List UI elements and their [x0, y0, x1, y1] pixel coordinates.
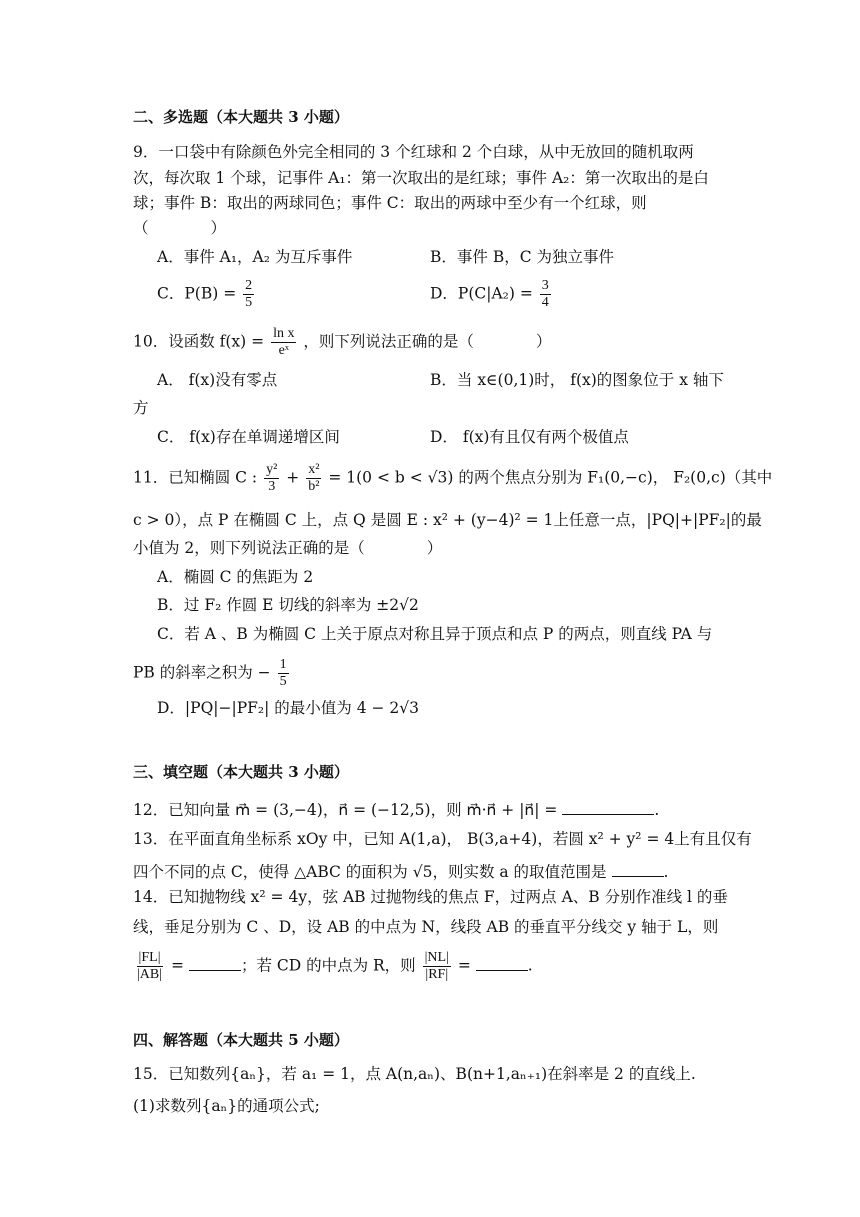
q11-option-c-continued — [133, 657, 291, 690]
q11-line-1-suffix: = 1(0 < b < √3) 的两个焦点分别为 F₁(0,−c)， F₂(0,c)（其中 — [328, 468, 773, 487]
q9-answer-paren: （ ） — [133, 219, 227, 237]
fraction-denominator: 4 — [541, 295, 549, 310]
q9-option-c — [157, 278, 256, 311]
q14-line-1: 14．已知抛物线 x² = 4y，弦 AB 过抛物线的焦点 F，过两点 A、B 分别作准线 l 的垂 — [133, 888, 728, 906]
q13-line-2-text: 四个不同的点 C，使得 △ABC 的面积为 √5，则实数 a 的取值范围是 — [133, 863, 607, 881]
q14-answer-blank-1[interactable] — [189, 954, 241, 971]
q14-line-3 — [133, 950, 533, 983]
q14-fraction-nl-rf — [423, 950, 451, 983]
fraction-denominator: eˣ — [278, 343, 289, 358]
q12-period: . — [654, 801, 660, 819]
fraction-denominator: |RF| — [425, 967, 449, 982]
fraction-numerator: |NL| — [424, 950, 449, 965]
q15-part-1: (1)求数列{aₙ}的通项公式; — [133, 1097, 320, 1115]
plus-sign: + — [286, 468, 300, 487]
fraction-numerator: x² — [308, 462, 320, 477]
equals-sign: = — [457, 956, 471, 975]
fraction-numerator: 3 — [541, 278, 549, 293]
section-heading-multiple-choice: 二、多选题（本大题共 3 小题） — [133, 108, 349, 126]
fraction-numerator: 1 — [279, 657, 287, 672]
q9-option-c-text: C．P(B) = — [157, 284, 237, 303]
q11-option-c-fraction — [278, 657, 289, 690]
q11-option-b: B．过 F₂ 作圆 E 切线的斜率为 ±2√2 — [157, 596, 419, 614]
q11-line-3: 小值为 2，则下列说法正确的是（ ） — [133, 539, 443, 557]
q9-option-a: A．事件 A₁，A₂ 为互斥事件 — [157, 248, 353, 266]
fraction-denominator: b² — [308, 479, 320, 494]
fraction-numerator: 2 — [245, 278, 253, 293]
q13-answer-blank[interactable] — [612, 860, 664, 877]
equals-sign: = — [171, 956, 184, 975]
q9-line-2: 次，每次取 1 个球，记事件 A₁：第一次取出的是红球；事件 A₂：第一次取出的是白 — [133, 169, 709, 187]
q9-option-c-fraction — [243, 278, 254, 311]
section-heading-fill-in: 三、填空题（本大题共 3 小题） — [133, 763, 349, 781]
q14-fraction-fl-ab — [135, 950, 164, 983]
fraction-denominator: 3 — [268, 479, 276, 494]
q10-option-b-continued: 方 — [133, 399, 149, 417]
q13-line-2 — [133, 860, 668, 882]
q9-option-b: B．事件 B，C 为独立事件 — [430, 248, 614, 266]
q11-ellipse-fraction-1 — [264, 462, 279, 495]
q14-answer-blank-2[interactable] — [476, 954, 528, 971]
q9-option-d — [430, 278, 553, 311]
q10-stem-prefix: 10．设函数 f(x) = — [133, 332, 265, 351]
q10-option-a: A． f(x)没有零点 — [157, 371, 278, 389]
q10-stem-suffix: ，则下列说法正确的是（ ） — [303, 332, 552, 351]
q14-line-2: 线，垂足分别为 C 、D，设 AB 的中点为 N，线段 AB 的垂直平分线交 y 轴于 L，则 — [133, 918, 719, 936]
q11-ellipse-fraction-2 — [306, 462, 321, 495]
q10-option-b: B．当 x∈(0,1)时， f(x)的图象位于 x 轴下 — [430, 371, 724, 389]
q14-period: . — [527, 956, 533, 975]
q13-period: . — [663, 863, 669, 881]
section-heading-solutions: 四、解答题（本大题共 5 小题） — [133, 1031, 349, 1049]
q9-option-d-fraction — [540, 278, 551, 311]
q13-line-1: 13．在平面直角坐标系 xOy 中，已知 A(1,a)， B(3,a+4)，若圆 x² + y² = 4上有且仅有 — [133, 830, 752, 848]
q14-middle-text: ；若 CD 的中点为 R，则 — [240, 956, 416, 975]
q10-function-fraction — [271, 326, 296, 359]
fraction-denominator: |AB| — [137, 967, 163, 982]
fraction-numerator: |FL| — [138, 950, 161, 965]
q11-line-1-prefix: 11．已知椭圆 C : — [133, 468, 258, 487]
q9-line-3: 球；事件 B：取出的两球同色；事件 C：取出的两球中至少有一个红球，则 — [133, 194, 647, 212]
q9-line-1: 9．一口袋中有除颜色外完全相同的 3 个红球和 2 个白球，从中无放回的随机取两 — [133, 143, 694, 161]
q15-line-1: 15．已知数列{aₙ}，若 a₁ = 1，点 A(n,aₙ)、B(n+1,aₙ₊₁)在斜率是 2 的直线上. — [133, 1065, 696, 1083]
fraction-denominator: 5 — [245, 295, 253, 310]
q11-option-a: A．椭圆 C 的焦距为 2 — [157, 568, 314, 586]
q10-option-c: C． f(x)存在单调递增区间 — [157, 428, 340, 446]
q11-line-2: c > 0），点 P 在椭圆 C 上，点 Q 是圆 E : x² + (y−4)² = 1上任意一点，|PQ|+|PF₂|的最 — [133, 511, 762, 529]
q10-stem — [133, 326, 551, 359]
q10-option-d: D． f(x)有且仅有两个极值点 — [430, 428, 629, 446]
fraction-numerator: y² — [266, 462, 278, 477]
fraction-denominator: 5 — [279, 674, 287, 689]
q12-stem — [133, 798, 659, 820]
q11-option-d: D．|PQ|−|PF₂| 的最小值为 4 − 2√3 — [157, 699, 419, 717]
q11-option-c-continued-text: PB 的斜率之积为 − — [133, 663, 271, 682]
q9-option-d-text: D．P(C|A₂) = — [430, 284, 533, 303]
q11-line-1 — [133, 462, 772, 495]
q12-text: 12．已知向量 m⃗ = (3,−4)，n⃗ = (−12,5)，则 m⃗·n⃗ + |n⃗| = — [133, 801, 558, 819]
q12-answer-blank[interactable] — [562, 798, 654, 815]
fraction-numerator: ln x — [273, 326, 295, 341]
q11-option-c: C．若 A 、B 为椭圆 C 上关于原点对称且异于顶点和点 P 的两点，则直线 PA 与 — [157, 625, 713, 643]
